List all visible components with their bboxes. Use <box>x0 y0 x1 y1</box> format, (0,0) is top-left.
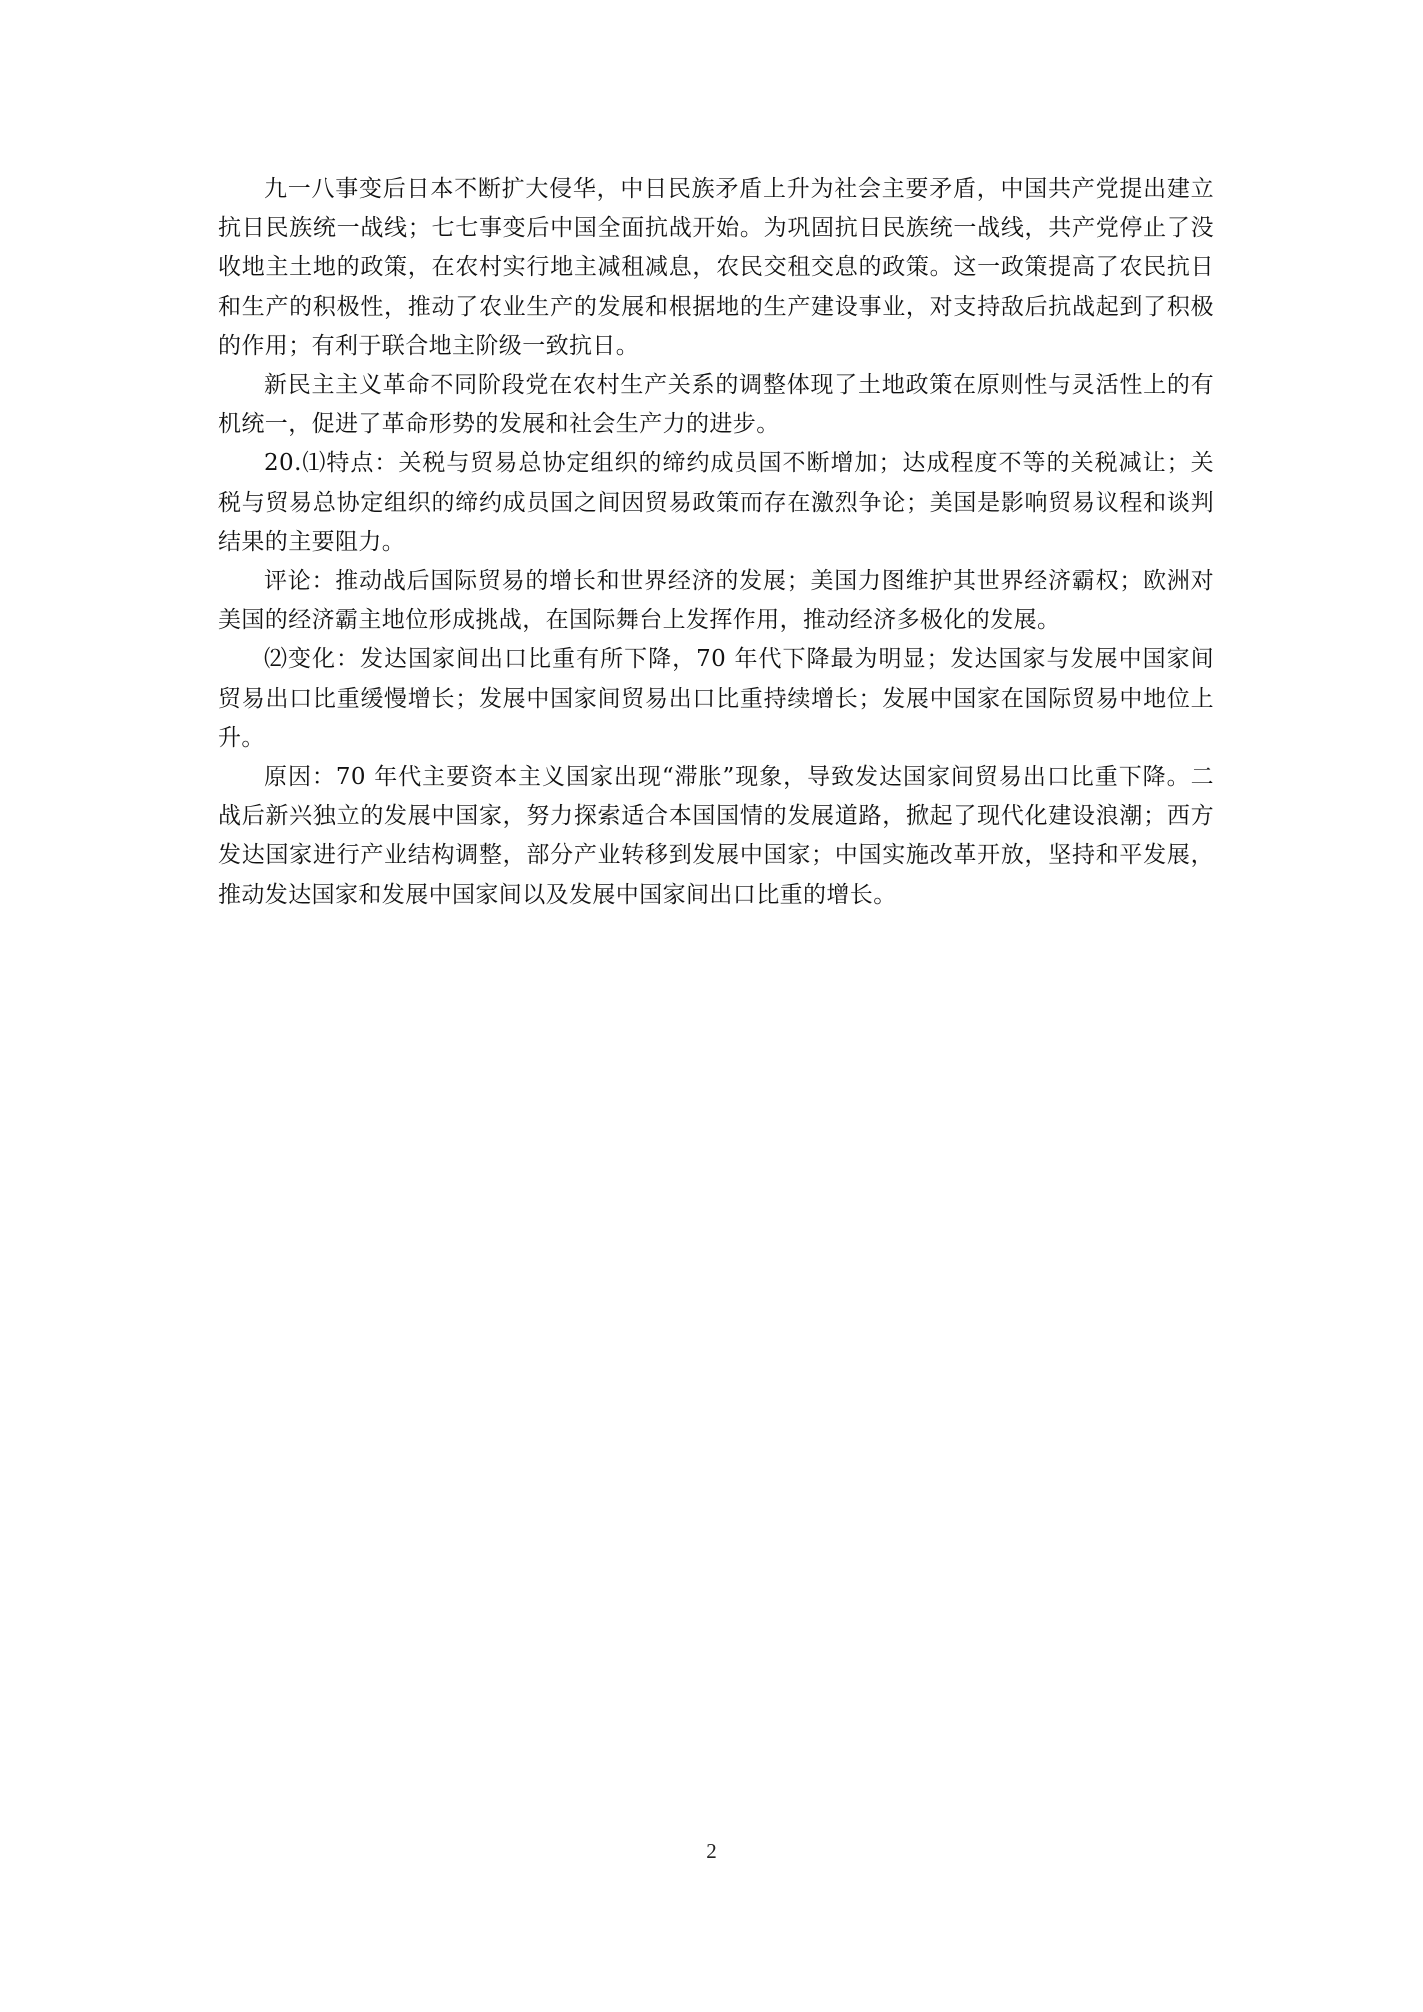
document-body <box>218 170 1214 915</box>
paragraph-q20-1-features: 20.⑴特点：关税与贸易总协定组织的缔约成员国不断增加；达成程度不等的关税减让；关税与贸易总协定组织的缔约成员国之间因贸易政策而存在激烈争论；美国是影响贸易议程和谈判结果的主要阻力。 <box>218 450 1214 555</box>
paragraph-q20-2-reasons: 原因：70 年代主要资本主义国家出现“滞胀”现象，导致发达国家间贸易出口比重下降。二战后新兴独立的发展中国家，努力探索适合本国国情的发展道路，掀起了现代化建设浪潮；西方发达国家进行产业结构调整，部分产业转移到发展中国家；中国实施改革开放，坚持和平发展，推动发达国家和发展中国家间以及发展中国家间出口比重的增长。 <box>218 764 1214 908</box>
page-number: 2 <box>706 1839 717 1863</box>
paragraph-land-policy-anti-japanese: 九一八事变后日本不断扩大侵华，中日民族矛盾上升为社会主要矛盾，中国共产党提出建立抗日民族统一战线；七七事变后中国全面抗战开始。为巩固抗日民族统一战线，共产党停止了没收地主土地的政策，在农村实行地主减租减息，农民交租交息的政策。这一政策提高了农民抗日和生产的积极性，推动了农业生产的发展和根据地的生产建设事业，对支持敌后抗战起到了积极的作用；有利于联合地主阶级一致抗日。 <box>218 176 1214 359</box>
paragraph-q20-2-changes: ⑵变化：发达国家间出口比重有所下降，70 年代下降最为明显；发达国家与发展中国家间贸易出口比重缓慢增长；发展中国家间贸易出口比重持续增长；发展中国家在国际贸易中地位上升。 <box>218 646 1214 751</box>
paragraph-q20-1-comment: 评论：推动战后国际贸易的增长和世界经济的发展；美国力图维护其世界经济霸权；欧洲对美国的经济霸主地位形成挑战，在国际舞台上发挥作用，推动经济多极化的发展。 <box>218 568 1214 634</box>
paragraph-land-policy-summary: 新民主主义革命不同阶段党在农村生产关系的调整体现了土地政策在原则性与灵活性上的有机统一，促进了革命形势的发展和社会生产力的进步。 <box>218 372 1214 438</box>
